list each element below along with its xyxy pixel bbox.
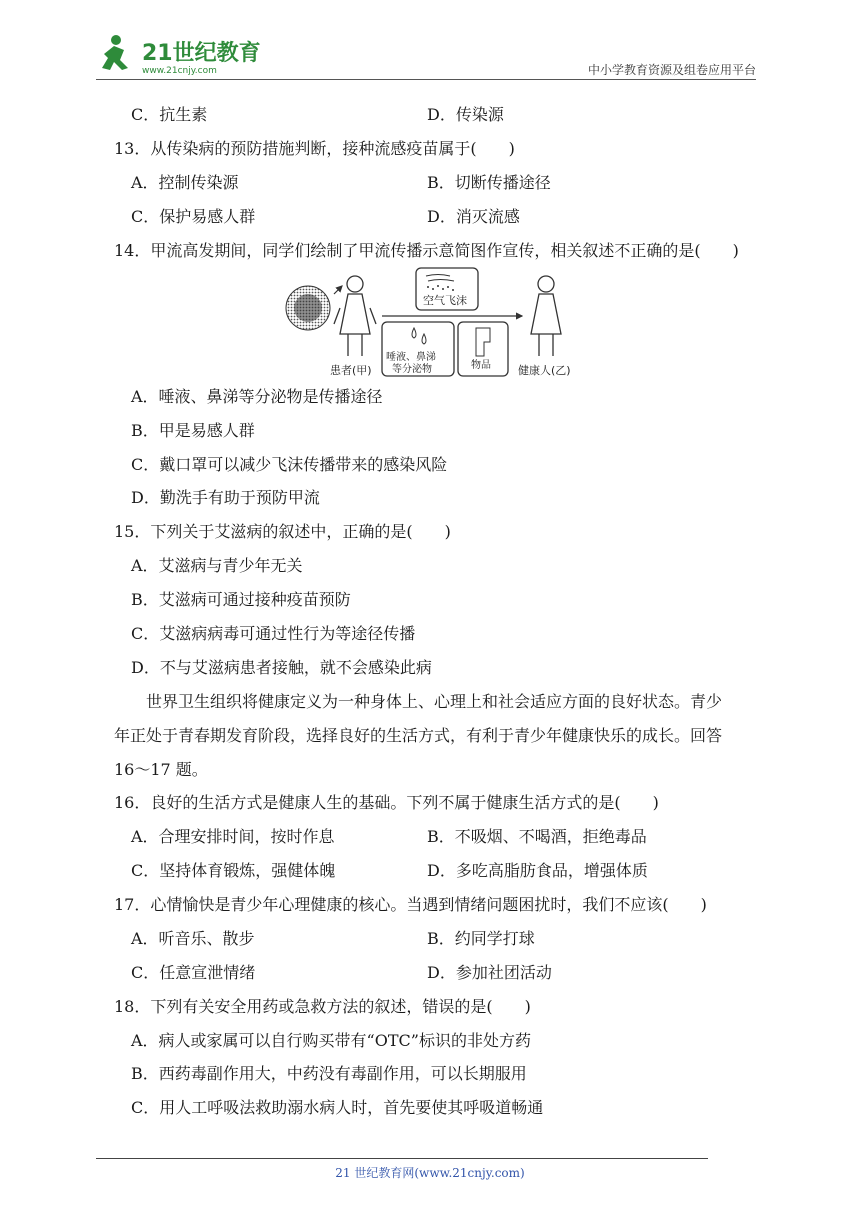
- passage-line-1: 世界卫生组织将健康定义为一种身体上、心理上和社会适应方面的良好状态。青少: [114, 692, 723, 711]
- q16-option-c: C．坚持体育锻炼，强健体魄: [131, 861, 336, 880]
- q18-option-a: A．病人或家属可以自行购买带有“OTC”标识的非处方药: [131, 1031, 531, 1050]
- q18-option-b: B．西药毒副作用大，中药没有毒副作用，可以长期服用: [131, 1064, 527, 1083]
- q17-option-c: C．任意宣泄情绪: [131, 963, 256, 982]
- q18-stem: 18．下列有关安全用药或急救方法的叙述，错误的是( ): [114, 997, 531, 1016]
- healthy-person-icon: [531, 276, 561, 356]
- q13-option-d: D．消灭流感: [427, 207, 520, 226]
- q17-stem: 17．心情愉快是青少年心理健康的核心。当遇到情绪问题困扰时，我们不应该( ): [114, 895, 707, 914]
- q14-stem: 14．甲流高发期间，同学们绘制了甲流传播示意简图作宣传，相关叙述不正确的是( ): [114, 241, 739, 260]
- q15-option-b: B．艾滋病可通过接种疫苗预防: [131, 590, 351, 609]
- passage-line-3: 16～17 题。: [114, 760, 208, 779]
- q14-option-c: C．戴口罩可以减少飞沫传播带来的感染风险: [131, 455, 448, 474]
- q12-option-d: D．传染源: [427, 105, 504, 124]
- q16-option-d: D．多吃高脂肪食品，增强体质: [427, 861, 648, 880]
- air-droplet-box: [416, 268, 478, 310]
- q15-option-d: D．不与艾滋病患者接触，就不会感染此病: [131, 658, 432, 677]
- q14-option-a: A．唾液、鼻涕等分泌物是传播途径: [131, 387, 383, 406]
- secretion-label-line1: 唾液、鼻涕: [386, 352, 436, 363]
- q14-option-d: D．勤洗手有助于预防甲流: [131, 488, 320, 507]
- virus-icon: [286, 286, 330, 330]
- q15-option-c: C．艾滋病病毒可通过性行为等途径传播: [131, 624, 416, 643]
- q16-stem: 16．良好的生活方式是健康人生的基础。下列不属于健康生活方式的是( ): [114, 793, 659, 812]
- q13-option-c: C．保护易感人群: [131, 207, 256, 226]
- secretion-label-line2: 等分泌物: [392, 364, 432, 375]
- logo-title: 21世纪教育: [142, 41, 261, 66]
- q17-option-d: D．参加社团活动: [427, 963, 552, 982]
- page-header: [0, 0, 860, 80]
- object-box: [458, 322, 508, 376]
- q12-option-c: C．抗生素: [131, 105, 208, 124]
- footer-text: 21 世纪教育网(www.21cnjy.com): [335, 1166, 525, 1180]
- header-divider: [96, 79, 756, 80]
- q15-option-a: A．艾滋病与青少年无关: [131, 556, 303, 575]
- q13-stem: 13．从传染病的预防措施判断，接种流感疫苗属于( ): [114, 139, 515, 158]
- passage-line-2: 年正处于青春期发育阶段，选择良好的生活方式，有利于青少年健康快乐的成长。回答: [114, 726, 723, 745]
- healthy-label: 健康人(乙): [518, 364, 571, 377]
- secretion-box: [382, 322, 454, 376]
- q14-option-b: B．甲是易感人群: [131, 421, 255, 440]
- q13-option-b: B．切断传播途径: [427, 173, 551, 192]
- air-droplet-label: 空气飞沫: [423, 294, 467, 307]
- q17-option-b: B．约同学打球: [427, 929, 535, 948]
- site-logo: [96, 32, 266, 76]
- q16-option-a: A．合理安排时间，按时作息: [131, 827, 335, 846]
- footer-divider: [96, 1158, 708, 1159]
- q18-option-c: C．用人工呼吸法救助溺水病人时，首先要使其呼吸道畅通: [131, 1098, 544, 1117]
- logo-url: www.21cnjy.com: [142, 66, 217, 76]
- object-label: 物品: [471, 360, 491, 371]
- patient-label: 患者(甲): [330, 364, 372, 377]
- header-platform-text: 中小学教育资源及组卷应用平台: [587, 63, 756, 77]
- flu-transmission-diagram: [278, 264, 583, 380]
- q15-stem: 15．下列关于艾滋病的叙述中，正确的是( ): [114, 522, 451, 541]
- q16-option-b: B．不吸烟、不喝酒，拒绝毒品: [427, 827, 647, 846]
- q13-option-a: A．控制传染源: [131, 173, 239, 192]
- q17-option-a: A．听音乐、散步: [131, 929, 255, 948]
